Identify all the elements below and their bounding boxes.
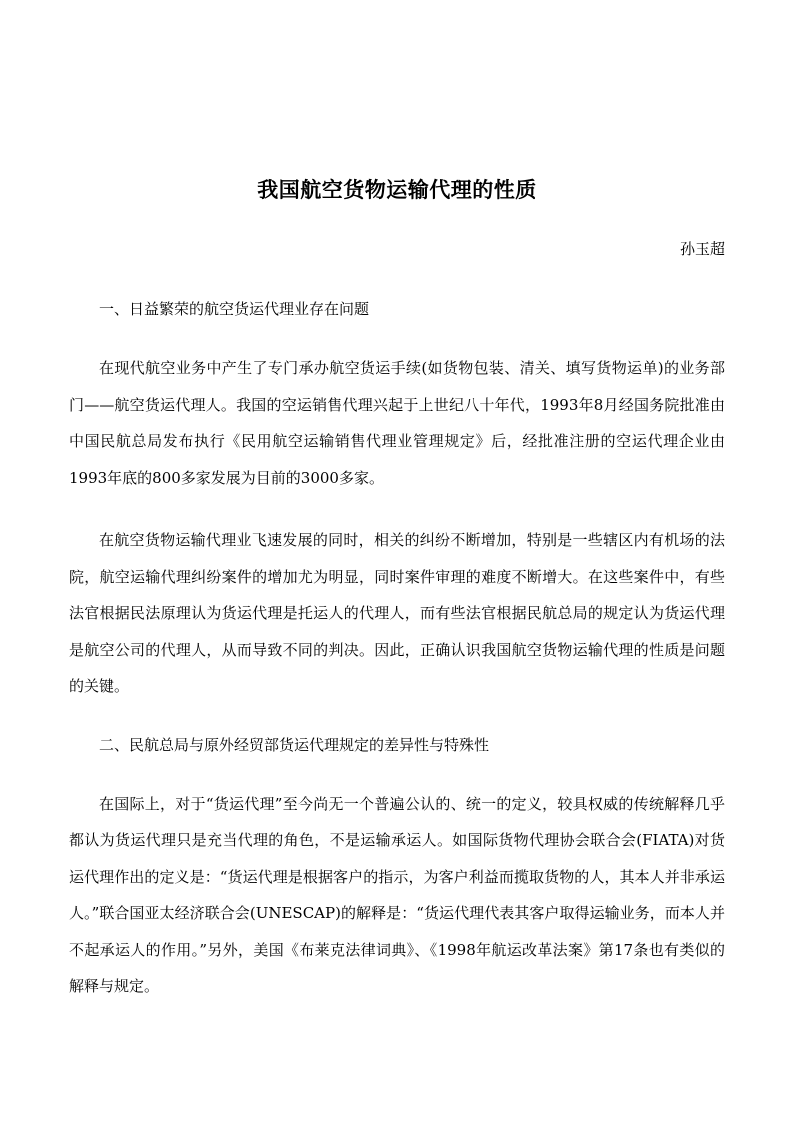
paragraph-3: 在国际上，对于“货运代理”至今尚无一个普遍公认的、统一的定义，较具权威的传统解释几乎都认为货运代理只是充当代理的角色，不是运输承运人。如国际货物代理协会联合会(FIATA)对货运代理作出的定义是：“货运代理是根据客户的指示，为客户利益而揽取货物的人，其本人并非承运人。”联合国亚太经济联合会(UNESCAP)的解释是：“货运代理代表其客户取得运输业务，而本人并不起承运人的作用。”另外，美国《布莱克法律词典》、《1998年航运改革法案》第17条也有类似的解释与规定。 <box>69 794 725 995</box>
author-name: 孙玉超 <box>679 240 725 258</box>
document-title: 我国航空货物运输代理的性质 <box>257 177 537 202</box>
section-heading-1: 一、日益繁荣的航空货运代理业存在问题 <box>99 300 370 318</box>
paragraph-1: 在现代航空业务中产生了专门承办航空货运手续(如货物包装、清关、填写货物运单)的业务部门——航空货运代理人。我国的空运销售代理兴起于上世纪八十年代，1993年8月经国务院批准由中国民航总局发布执行《民用航空运输销售代理业管理规定》后，经批准注册的空运代理企业由1993年底的800多家发展为目前的3000多家。 <box>69 359 725 487</box>
paragraph-2: 在航空货物运输代理业飞速发展的同时，相关的纠纷不断增加，特别是一些辖区内有机场的法院，航空运输代理纠纷案件的增加尤为明显，同时案件审理的难度不断增大。在这些案件中，有些法官根据民法原理认为货运代理是托运人的代理人，而有些法官根据民航总局的规定认为货运代理是航空公司的代理人，从而导致不同的判决。因此，正确认识我国航空货物运输代理的性质是问题的关键。 <box>69 531 725 695</box>
section-heading-2: 二、民航总局与原外经贸部货运代理规定的差异性与特殊性 <box>99 735 490 754</box>
document-body <box>69 295 725 1031</box>
